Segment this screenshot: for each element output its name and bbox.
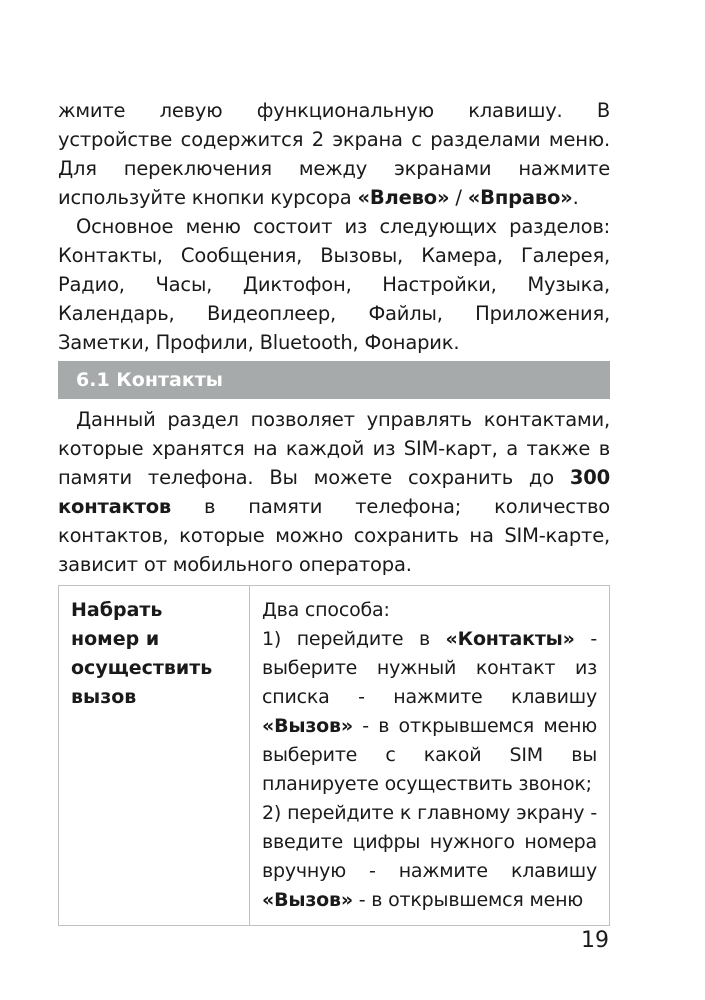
table-row — [59, 586, 610, 926]
paragraph-menu-navigation: жмите левую функциональную клавишу. В устройстве содержится 2 экрана с разделами меню. Для переключения между экранами нажмите используйте кнопки курсора «Влево» / «Вправо». — [58, 99, 610, 209]
contacts-limit: 300 контактов — [58, 466, 610, 518]
function-description — [250, 586, 610, 926]
page-number: 19 — [581, 928, 609, 953]
paragraph-main-menu-sections: Основное меню состоит из следующих разделов: Контакты, Сообщения, Вызовы, Камера, Галерея, Радио, Часы, Диктофон, Настройки, Музыка, Календарь, Видеоплеер, Файлы, Приложения, Заметки, Профили, Bluetooth, Фонарик. — [58, 215, 610, 354]
section-heading: 6.1 Контакты — [58, 361, 610, 399]
function-label: Набрать номер и осуществить вызов — [59, 586, 250, 926]
functions-table — [58, 585, 610, 926]
method-2: 2) перейдите к главному экрану - введите цифры нужного номера вручную - нажмите клавишу «Вызов» - в открывшемся меню — [262, 802, 597, 911]
right-key-label: «Вправо» — [467, 186, 573, 209]
method-1: 1) перейдите в «Контакты» - выберите нужный контакт из списка - нажмите клавишу «Вызов» - в открывшемся меню выберите с какой SIM вы планируете осуществить звонок; — [262, 628, 597, 795]
methods-intro: Два способа: — [262, 599, 390, 621]
paragraph-contacts-description: Данный раздел позволяет управлять контактами, которые хранятся на каждой из SIM-карт, а также в памяти телефона. Вы можете сохранить до 300 контактов в памяти телефона; количество контактов, которые можно сохранить на SIM-карте, зависит от мобильного оператора. — [58, 408, 610, 576]
page-content — [58, 96, 610, 926]
left-key-label: «Влево» — [357, 186, 450, 209]
